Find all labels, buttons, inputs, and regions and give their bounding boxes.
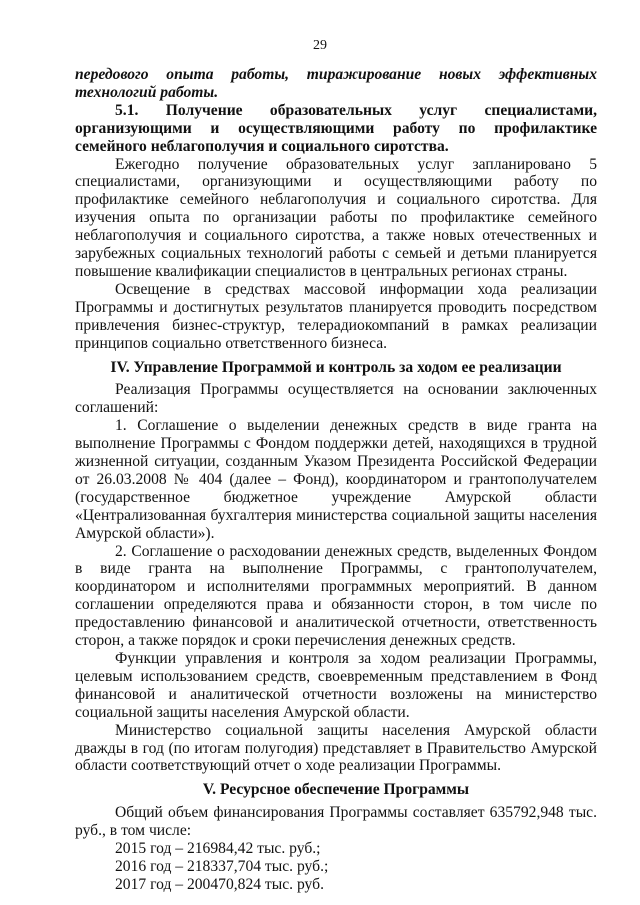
section-5-paragraph-1: Общий объем финансирования Программы составляет 635792,948 тыс. руб., в том числе: (75, 804, 597, 840)
document-body (75, 66, 597, 894)
section-4-paragraph-5: Министерство социальной защиты населения Амурской области дважды в год (по итогам полугодия) представляет в Правительство Амурской области соответствующий отчет о ходе реализации Программы. (75, 721, 597, 775)
section-4-paragraph-3: 2. Соглашение о расходовании денежных средств, выделенных Фондом в виде гранта на выполнение Программы, с грантополучателем, координатором и исполнителями программных мероприятий. В данном соглашении определяются права и обязанности сторон, в том числе по предоставлению финансовой и аналитической отчетности, ответственность сторон, а также порядок и сроки перечисления денежных средств. (75, 542, 597, 650)
section-4-paragraph-1: Реализация Программы осуществляется на основании заключенных соглашений: (75, 381, 597, 417)
page-number: 29 (313, 38, 327, 53)
intro-paragraph: передового опыта работы, тиражирование новых эффективных технологий работы. (75, 66, 597, 101)
section-5-1-title: 5.1. Получение образовательных услуг специалистами, организующими и осуществляющими работу по профилактике семейного неблагополучия и социального сиротства. (75, 101, 597, 155)
section-5-1-paragraph-1: Ежегодно получение образовательных услуг запланировано 5 специалистами, организующими и осуществляющими работу по профилактике семейного неблагополучия и социального сиротства. Для изучения опыта по организации работы по профилактике семейного неблагополучия и социального сиротства, а также новых отечественных и зарубежных социальных технологий работы с семьей и детьми планируется повышение квалификации специалистов в центральных регионах страны. (75, 155, 597, 280)
section-4-heading: IV. Управление Программой и контроль за ходом ее реализации (110, 358, 562, 376)
section-4-paragraph-4: Функции управления и контроля за ходом реализации Программы, целевым использованием средств, своевременным представлением в Фонд финансовой и аналитической отчетности возложены на министерство социальной защиты населения Амурской области. (75, 650, 597, 721)
funding-year-2015: 2015 год – 216984,42 тыс. руб.; (115, 840, 321, 858)
section-5-heading: V. Ресурсное обеспечение Программы (202, 781, 470, 799)
funding-year-2017: 2017 год – 200470,824 тыс. руб. (115, 875, 324, 893)
funding-year-2016: 2016 год – 218337,704 тыс. руб.; (115, 857, 329, 875)
section-5-1-paragraph-2: Освещение в средствах массовой информации хода реализации Программы и достигнутых результатов планируется проводить посредством привлечения бизнес-структур, телерадиокомпаний в рамках реализации принципов социально ответственного бизнеса. (75, 280, 597, 352)
section-4-paragraph-2: 1. Соглашение о выделении денежных средств в виде гранта на выполнение Программы с Фондом поддержки детей, находящихся в трудной жизненной ситуации, созданным Указом Президента Российской Федерации от 26.03.2008 № 404 (далее – Фонд), координатором и грантополучателем (государственное бюджетное учреждение Амурской области «Централизованная бухгалтерия министерства социальной защиты населения Амурской области»). (75, 417, 597, 542)
